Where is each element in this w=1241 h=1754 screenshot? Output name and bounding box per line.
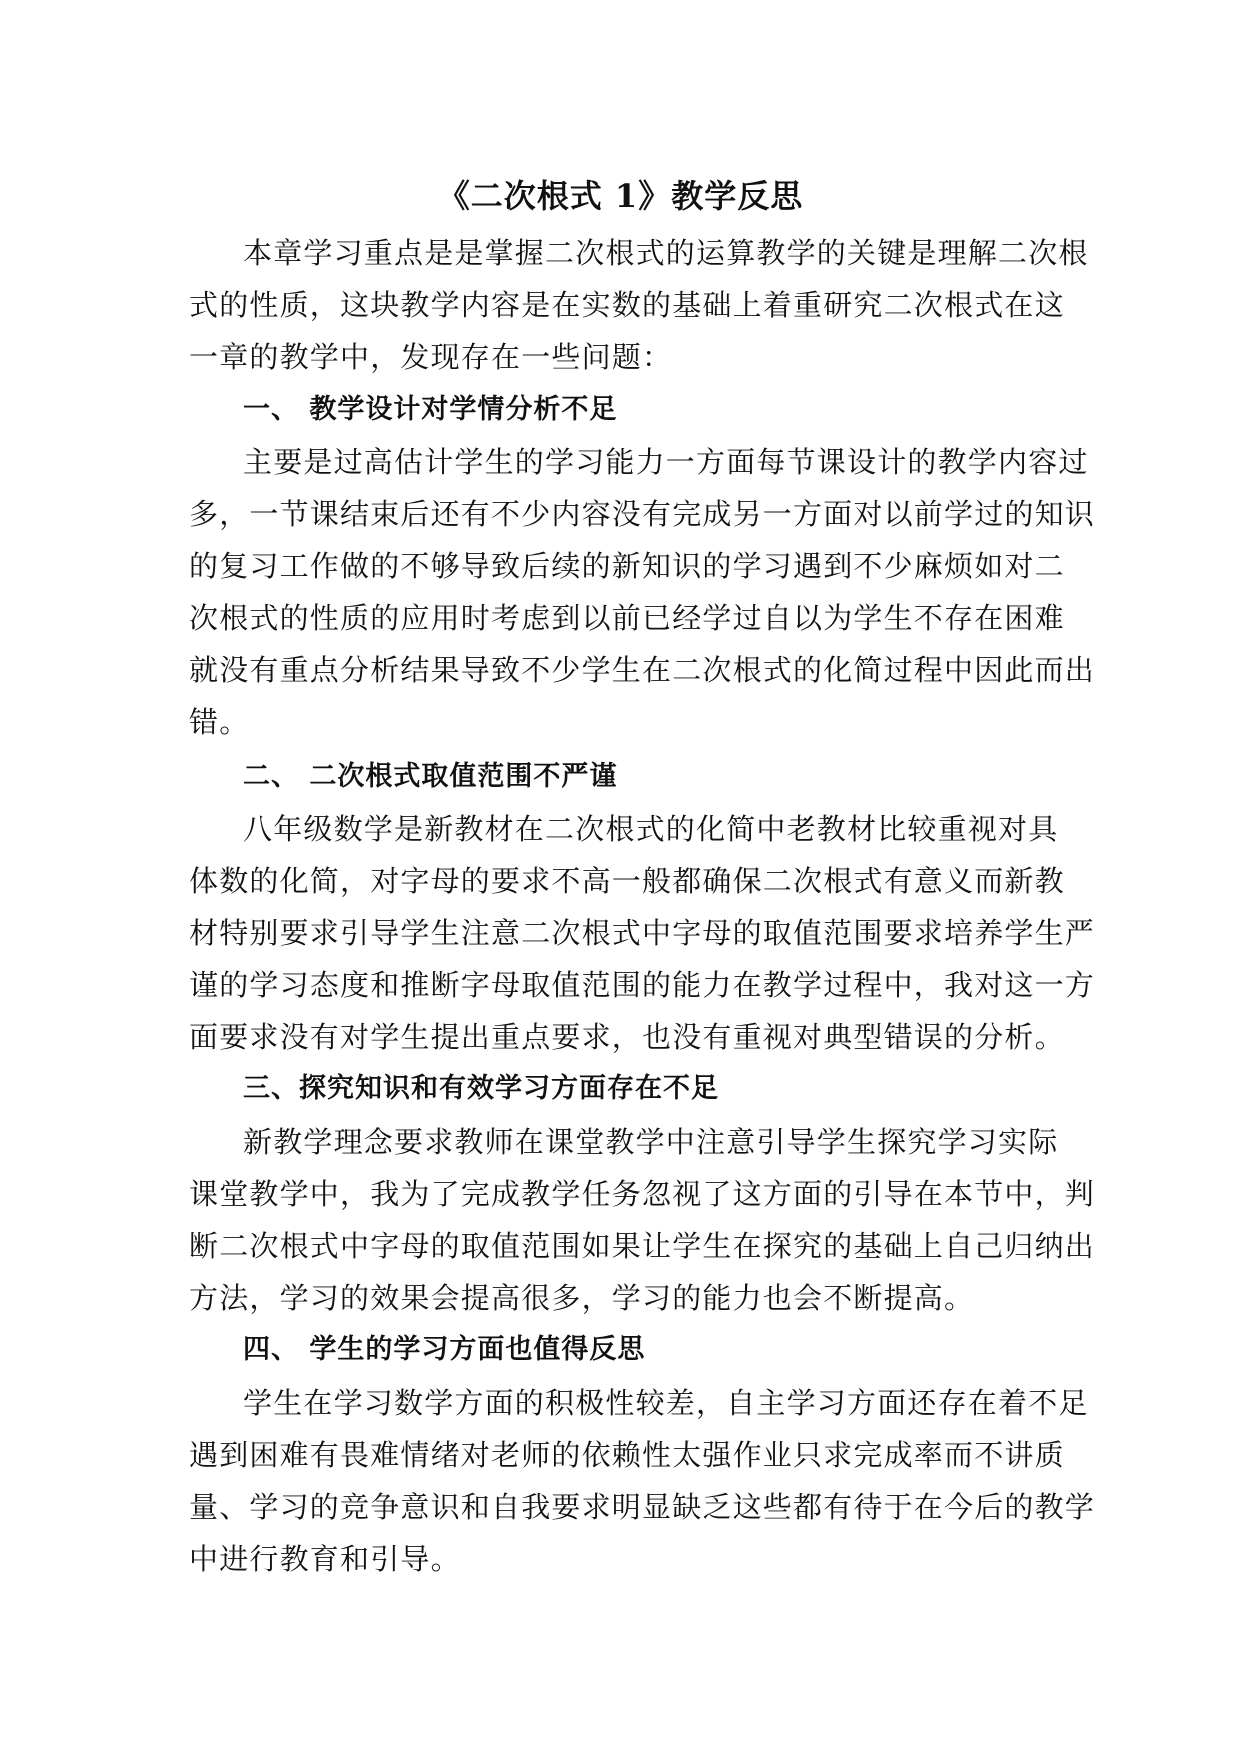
section-heading-4: 四、 学生的学习方面也值得反思 (243, 1334, 646, 1365)
paragraph-line: 体数的化简，对字母的要求不高一般都确保二次根式有意义而新教 (189, 864, 1065, 898)
paragraph-line: 八年级数学是新教材在二次根式的化简中老教材比较重视对具 (243, 812, 1059, 846)
paragraph-line: 谨的学习态度和推断字母取值范围的能力在教学过程中，我对这一方 (189, 968, 1096, 1002)
paragraph-line: 量、学习的竞争意识和自我要求明显缺乏这些都有待于在今后的教学 (189, 1490, 1096, 1524)
paragraph-line: 多，一节课结束后还有不少内容没有完成另一方面对以前学过的知识 (189, 497, 1096, 531)
paragraph-line: 式的性质，这块教学内容是在实数的基础上着重研究二次根式在这 (189, 288, 1065, 322)
paragraph-line: 中进行教育和引导。 (189, 1542, 461, 1576)
paragraph-line: 面要求没有对学生提出重点要求，也没有重视对典型错误的分析。 (189, 1020, 1065, 1054)
document-title: 《二次根式 1》教学反思 (437, 177, 804, 215)
paragraph-line: 新教学理念要求教师在课堂教学中注意引导学生探究学习实际 (243, 1125, 1059, 1159)
paragraph-line: 次根式的性质的应用时考虑到以前已经学过自以为学生不存在困难 (189, 601, 1065, 635)
paragraph-line: 学生在学习数学方面的积极性较差，自主学习方面还存在着不足 (243, 1386, 1089, 1420)
paragraph-line: 断二次根式中字母的取值范围如果让学生在探究的基础上自己归纳出 (189, 1229, 1096, 1263)
paragraph-line: 错。 (189, 705, 250, 739)
paragraph-line: 本章学习重点是是掌握二次根式的运算教学的关键是理解二次根 (243, 236, 1089, 270)
paragraph-line: 主要是过高估计学生的学习能力一方面每节课设计的教学内容过 (243, 445, 1089, 479)
paragraph-line: 就没有重点分析结果导致不少学生在二次根式的化简过程中因此而出 (189, 653, 1096, 687)
paragraph-line: 一章的教学中，发现存在一些问题： (189, 340, 673, 374)
section-heading-2: 二、 二次根式取值范围不严谨 (243, 761, 618, 792)
section-heading-1: 一、 教学设计对学情分析不足 (243, 394, 618, 425)
section-heading-3: 三、探究知识和有效学习方面存在不足 (243, 1073, 719, 1104)
paragraph-line: 的复习工作做的不够导致后续的新知识的学习遇到不少麻烦如对二 (189, 549, 1065, 583)
paragraph-line: 课堂教学中，我为了完成教学任务忽视了这方面的引导在本节中，判 (189, 1177, 1096, 1211)
paragraph-line: 方法，学习的效果会提高很多，学习的能力也会不断提高。 (189, 1281, 975, 1315)
paragraph-line: 遇到困难有畏难情绪对老师的依赖性太强作业只求完成率而不讲质 (189, 1438, 1065, 1472)
paragraph-line: 材特别要求引导学生注意二次根式中字母的取值范围要求培养学生严 (189, 916, 1096, 950)
